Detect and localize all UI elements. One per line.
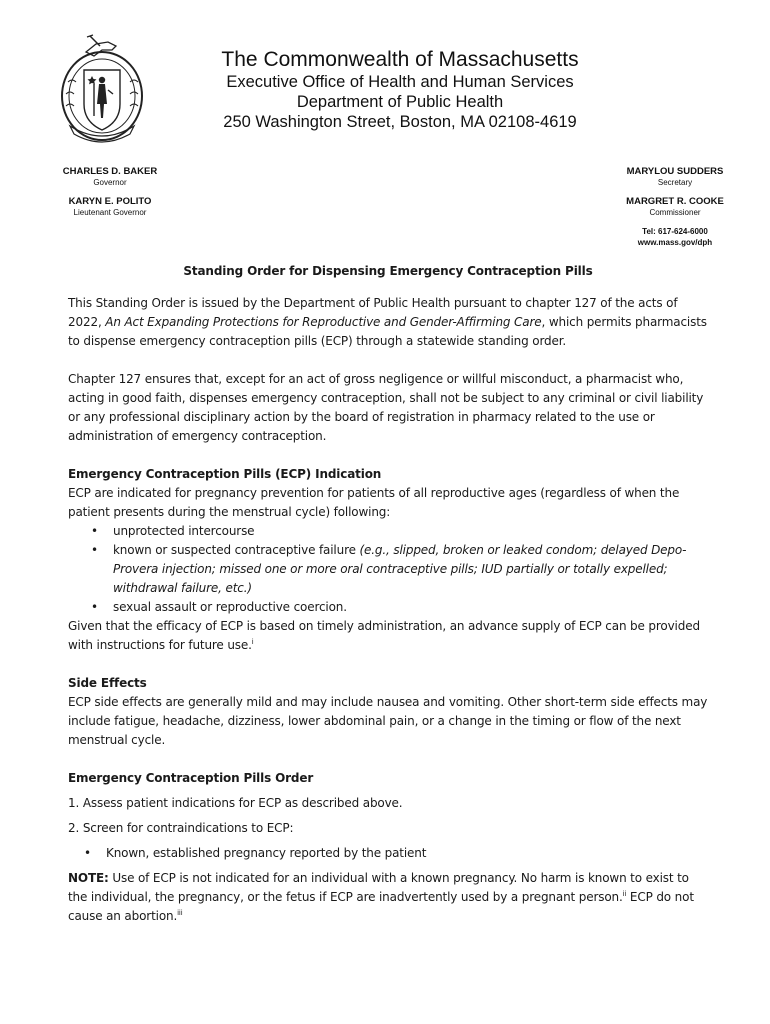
note-label: NOTE:: [68, 871, 109, 885]
indication-closing: [68, 617, 708, 655]
website: www.mass.gov/dph: [637, 238, 713, 247]
order-step: 1. Assess patient indications for ECP as described above.: [68, 796, 403, 810]
list-item: • unprotected intercourse: [113, 522, 708, 541]
seal-icon: [56, 34, 148, 148]
list-item: • sexual assault or reproductive coercion.: [113, 598, 708, 617]
intro-text: , which permits pharmacists to dispense emergency contraception pills (ECP) through a statewide standing order.: [68, 315, 707, 348]
act-name: An Act Expanding Protections for Reproductive and Gender-Affirming Care: [105, 315, 542, 329]
agency-header: [190, 48, 610, 132]
chapter-paragraph: Chapter 127 ensures that, except for an act of gross negligence or willful misconduct, a pharmacist who, acting in good faith, dispenses emergency contraception, shall not be subject to any criminal or civil liability or any professional disciplinary action by the board of registration in pharmacy related to the use or administration of emergency contraception.: [68, 372, 704, 443]
right-officials: [590, 166, 760, 248]
official-name: MARYLOU SUDDERS: [626, 166, 724, 177]
official-name: KARYN E. POLITO: [68, 196, 152, 207]
note-paragraph: [68, 869, 708, 926]
side-effects-heading: Side Effects: [68, 676, 147, 690]
order-step: 2. Screen for contraindications to ECP:: [68, 821, 294, 835]
list-item: • Known, established pregnancy reported by the patient: [106, 844, 706, 863]
indication-heading: Emergency Contraception Pills (ECP) Indication: [68, 467, 382, 481]
org-title: The Commonwealth of Massachusetts: [221, 48, 579, 71]
official-name: MARGRET R. COOKE: [626, 196, 724, 207]
footnote-ref[interactable]: iii: [177, 909, 183, 917]
intro-paragraph: [68, 294, 708, 351]
official-title: Secretary: [657, 178, 693, 187]
contraindication-list: [68, 844, 708, 863]
footnote-ref[interactable]: i: [251, 638, 254, 646]
official-title: Governor: [93, 178, 127, 187]
note-text: ECP do not cause an abortion.: [68, 890, 694, 923]
footnote-ref[interactable]: ii: [622, 890, 627, 898]
official-title: Commissioner: [649, 208, 701, 217]
official-title: Lieutenant Governor: [73, 208, 147, 217]
document-body: [68, 262, 708, 926]
order-heading: Emergency Contraception Pills Order: [68, 771, 314, 785]
left-officials: [40, 166, 180, 218]
office-name: Executive Office of Health and Human Services: [226, 73, 574, 91]
bullet-examples: (e.g., slipped, broken or leaked condom; delayed Depo-Provera injection; missed one or more oral contraceptive pills; IUD partially or totally expelled; withdrawal failure, etc.): [113, 543, 687, 595]
indication-lead: ECP are indicated for pregnancy prevention for patients of all reproductive ages (regardless of when the patient presents during the menstrual cycle) following:: [68, 486, 680, 519]
official-name: CHARLES D. BAKER: [62, 166, 158, 177]
list-item: [113, 541, 708, 598]
note-text: Use of ECP is not indicated for an individual with a known pregnancy. No harm is known to exist to the individual, the pregnancy, or the fetus if ECP are inadvertently used by a pregnant person.: [68, 871, 689, 904]
address: 250 Washington Street, Boston, MA 02108-4619: [223, 113, 577, 131]
closing-text: Given that the efficacy of ECP is based on timely administration, an advance supply of ECP can be provided with instructions for future use.: [68, 619, 700, 652]
side-effects-text: ECP side effects are generally mild and may include nausea and vomiting. Other short-term side effects may include fatigue, headache, dizziness, lower abdominal pain, or a change in the timing or flow of the next menstrual cycle.: [68, 695, 708, 747]
telephone: Tel: 617-624-6000: [642, 227, 708, 236]
commonwealth-seal: [56, 34, 148, 148]
department-name: Department of Public Health: [296, 93, 504, 111]
intro-text: This Standing Order is issued by the Department of Public Health pursuant to chapter 127 of the acts of 2022,: [68, 296, 678, 329]
document-title: Standing Order for Dispensing Emergency Contraception Pills: [183, 264, 593, 278]
indication-list: [68, 522, 708, 617]
bullet-text: known or suspected contraceptive failure: [113, 543, 360, 557]
